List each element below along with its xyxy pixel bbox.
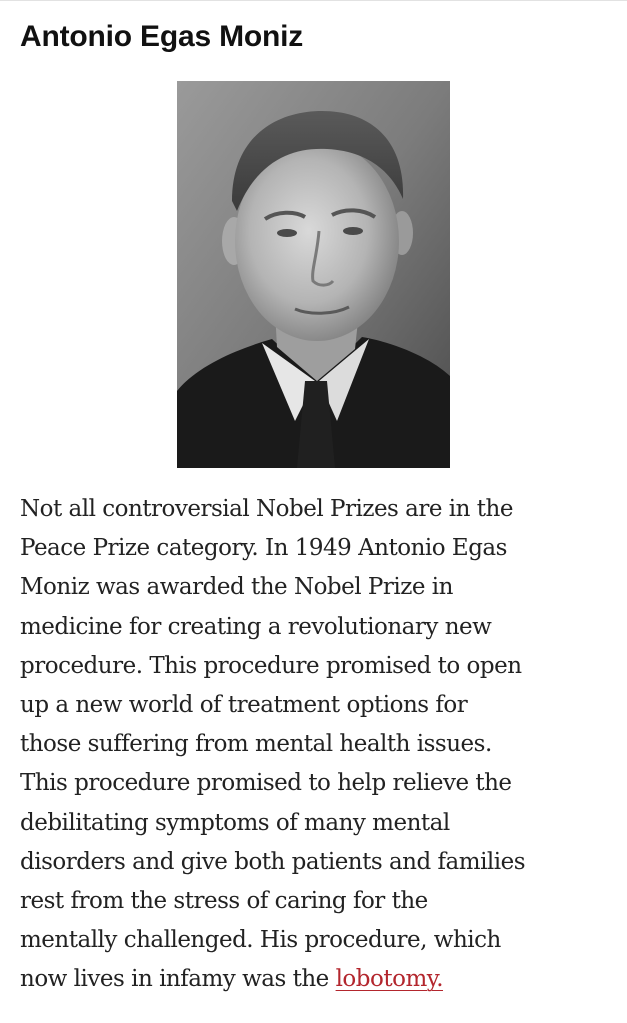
- body-line-last-text: now lives in infamy was the: [20, 966, 336, 993]
- article-title: Antonio Egas Moniz: [20, 20, 304, 53]
- body-line: disorders and give both patients and families: [20, 848, 526, 875]
- body-line: Peace Prize category. In 1949 Antonio Egas: [20, 535, 507, 562]
- body-line: Not all controversial Nobel Prizes are in the: [20, 496, 513, 522]
- body-line: rest from the stress of caring for the: [20, 888, 428, 915]
- body-line: mentally challenged. His procedure, which: [20, 927, 501, 954]
- lobotomy-link[interactable]: lobotomy.: [335, 966, 444, 993]
- body-line: debilitating symptoms of many mental: [20, 809, 450, 836]
- article-body: [20, 490, 620, 1000]
- body-line: those suffering from mental health issues.: [20, 731, 492, 758]
- body-line: Moniz was awarded the Nobel Prize in: [20, 574, 453, 601]
- body-line: procedure. This procedure promised to open: [20, 652, 522, 679]
- top-divider: [0, 0, 627, 1]
- body-line: medicine for creating a revolutionary new: [20, 613, 492, 640]
- body-line: up a new world of treatment options for: [20, 692, 468, 719]
- portrait-photo: [177, 81, 450, 468]
- body-line-last: [20, 960, 620, 999]
- body-line: This procedure promised to help relieve the: [20, 770, 512, 797]
